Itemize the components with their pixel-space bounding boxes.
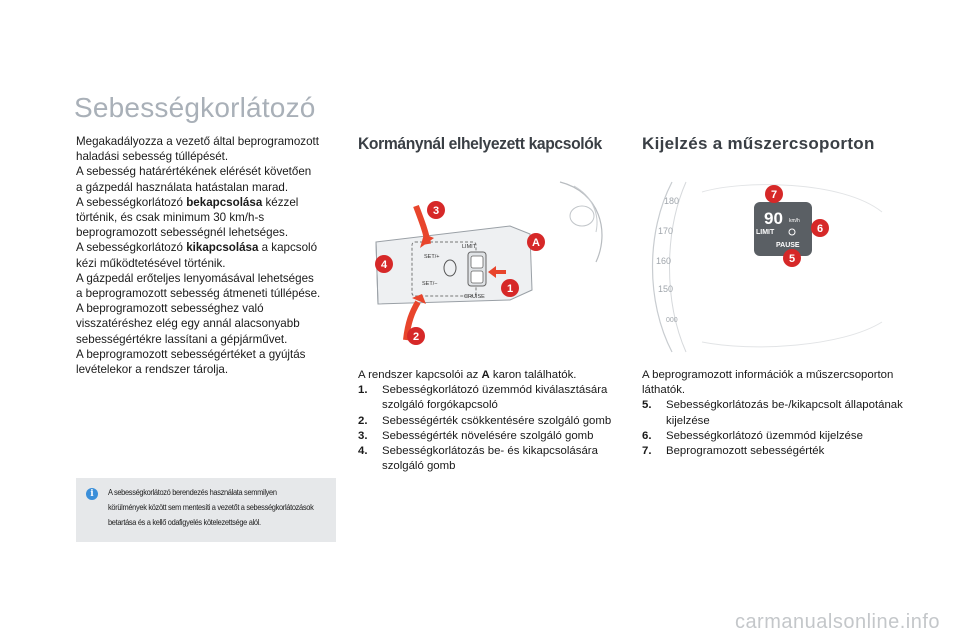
intro-line: levételekor a rendszer tárolja. — [76, 363, 229, 377]
intro-line: visszatéréshez elég egy annál alacsonyabb — [76, 317, 300, 331]
intro-text — [76, 134, 342, 377]
intro-line: sebességértékre lassítani a gépjárművet. — [76, 332, 288, 346]
switch-list — [358, 368, 620, 474]
limit-label: LIMIT — [462, 244, 477, 250]
dial-number: 170 — [658, 226, 674, 236]
svg-text:2: 2 — [412, 331, 420, 343]
intro-line: történik, és csak minimum 30 km/h-s — [76, 211, 265, 225]
heading-instrument-display: Kijelzés a műszercsoporton — [642, 134, 875, 153]
intro-line: A gázpedál erőteljes lenyomásával lehetséges — [76, 271, 314, 285]
activation-line: A sebességkorlátozó bekapcsolása kézzel — [76, 195, 299, 209]
switch-intro: A rendszer kapcsolói az A karon találhatók. — [358, 369, 577, 381]
intro-line: Megakadályozza a vezető által beprogramozott — [76, 135, 319, 148]
svg-text:A: A — [532, 237, 540, 249]
svg-text:3: 3 — [432, 205, 440, 217]
display-status: PAUSE — [776, 242, 800, 249]
svg-text:6: 6 — [816, 223, 824, 235]
page-title: Sebességkorlátozó — [74, 92, 316, 123]
list-item: 4. Sebességkorlátozás be- és kikapcsolására szolgáló gomb — [358, 445, 598, 473]
intro-line: a beprogramozott sebesség átmeneti túllépése. — [76, 287, 321, 301]
footer-watermark: carmanualsonline.info — [734, 611, 940, 633]
set-plus-label: SET/+ — [424, 254, 440, 260]
list-item: 6. Sebességkorlátozó üzemmód kijelzése — [642, 429, 863, 442]
dial-number: 180 — [664, 196, 680, 206]
dial-number: 160 — [656, 256, 672, 266]
list-item: 2. Sebességérték csökkentésére szolgáló gomb — [358, 414, 612, 427]
set-minus-label: SET/− — [422, 281, 438, 287]
display-mode: LIMIT — [756, 229, 775, 236]
intro-line: haladási sebesség túllépését. — [76, 150, 229, 164]
heading-steering-switches: Kormánynál elhelyezett kapcsolók — [358, 134, 602, 153]
dial-number: 000 — [666, 317, 678, 324]
list-item: 5. Sebességkorlátozás be-/kikapcsolt állapotának kijelzése — [642, 399, 903, 427]
deactivation-line: A sebességkorlátozó kikapcsolása a kapcsoló — [76, 241, 318, 255]
intro-line: kézi működtetésével történik. — [76, 256, 226, 270]
list-item: 3. Sebességérték növelésére szolgáló gomb — [358, 429, 594, 442]
intro-line: A sebesség határértékének elérését követően — [76, 165, 312, 179]
info-note — [76, 478, 336, 542]
intro-line: beprogramozott sebességnél lehetséges. — [76, 226, 289, 240]
svg-text:4: 4 — [380, 259, 388, 271]
stalk-illustration — [360, 172, 616, 358]
intro-line: a gázpedál használata hatástalan marad. — [76, 180, 289, 194]
cruise-label: CRUISE — [464, 294, 485, 300]
svg-text:7: 7 — [770, 189, 778, 201]
intro-line: A beprogramozott sebességértéket a gyújtás — [76, 347, 306, 361]
list-item: 7. Beprogramozott sebességérték — [642, 445, 825, 458]
display-intro: A beprogramozott információk a műszercsoporton láthatók. — [642, 369, 894, 397]
info-icon: i — [86, 488, 98, 500]
intro-line: A beprogramozott sebességhez való — [76, 302, 264, 316]
note-text: A sebességkorlátozó berendezés használata semmilyen körülmények között sem mentesíti a vezetőt a sebességkorlátozások betartása és a kellő odafigyelés kötelezettsége alól. — [108, 488, 314, 527]
svg-text:5: 5 — [788, 253, 796, 265]
display-speed: 90 — [764, 209, 783, 228]
dial-number: 150 — [658, 284, 674, 294]
display-list — [642, 368, 904, 459]
list-item: 1. Sebességkorlátozó üzemmód kiválasztására szolgáló forgókapcsoló — [358, 384, 608, 412]
display-unit: km/h — [789, 218, 800, 224]
svg-text:1: 1 — [506, 283, 514, 295]
cluster-illustration — [642, 172, 900, 358]
